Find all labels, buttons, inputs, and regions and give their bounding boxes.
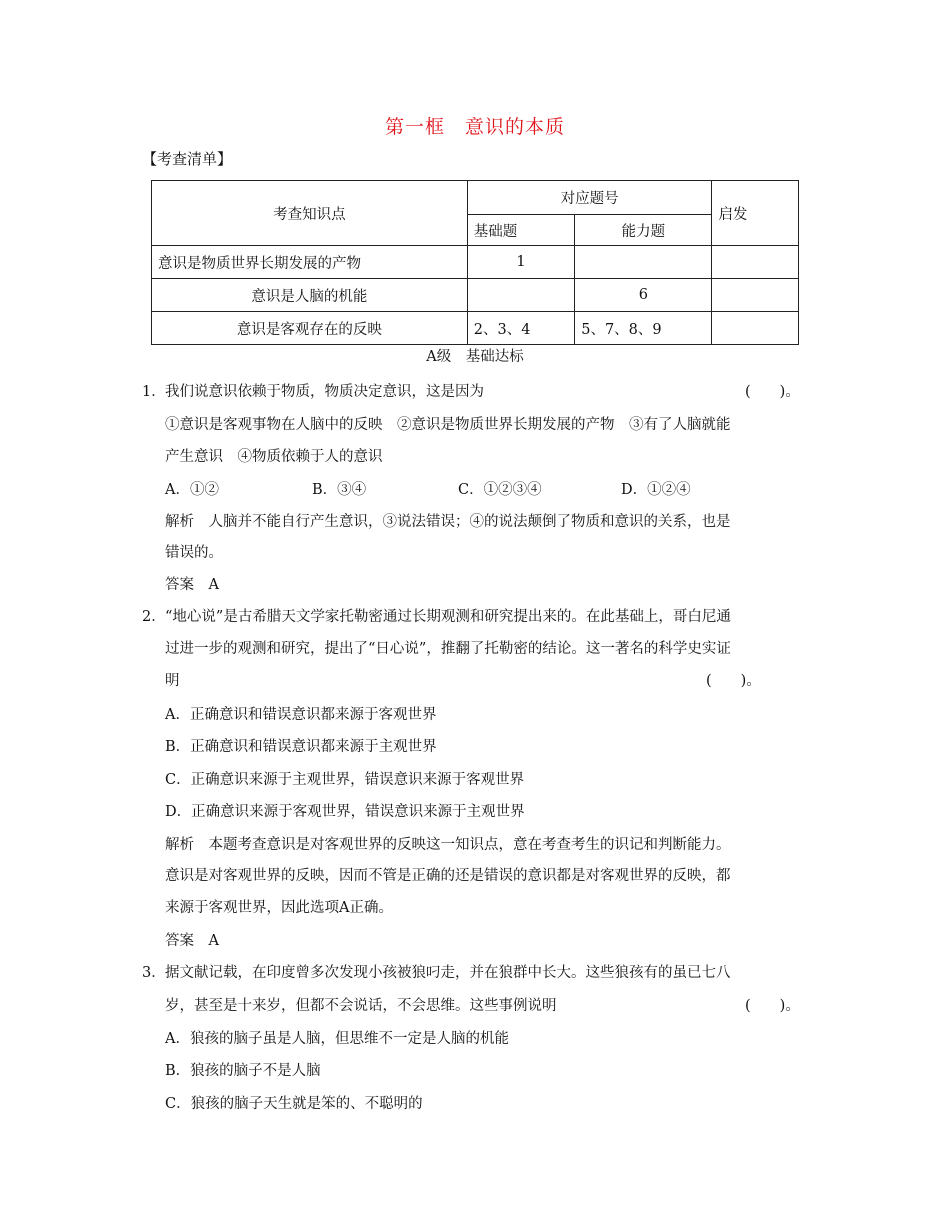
answer-blank: ( )。	[706, 673, 761, 689]
subheader-basic: 基础题	[467, 215, 574, 246]
table-row	[152, 246, 799, 279]
option-b: B．正确意识和错误意识都来源于主观世界	[165, 739, 437, 755]
section-label: 【考查清单】	[142, 150, 233, 168]
row-basic: 1	[467, 246, 574, 279]
row-basic	[467, 279, 574, 312]
option-b: B．③④	[312, 482, 367, 498]
option-d: D．①②④	[621, 482, 691, 498]
question-3-number: 3．	[142, 965, 166, 981]
option-b: B．狼孩的脑子不是人脑	[165, 1063, 321, 1079]
question-2-stem-cont: 过进一步的观测和研究，提出了“日心说”，推翻了托勒密的结论。这一著名的科学史实证	[165, 641, 731, 657]
question-3-stem-cont: 岁，甚至是十来岁，但都不会说话，不会思维。这些事例说明	[165, 998, 557, 1014]
row-ability	[575, 246, 712, 279]
header-inspiration: 启发	[712, 181, 799, 246]
row-ability: 6	[575, 279, 712, 312]
row-inspire	[712, 312, 799, 345]
question-2-answer: 答案 A	[165, 933, 219, 949]
answer-blank: ( )。	[745, 384, 800, 400]
row-point: 意识是人脑的机能	[152, 279, 468, 312]
subheader-ability: 能力题	[575, 215, 712, 246]
option-c: C．①②③④	[458, 482, 542, 498]
option-c: C．正确意识来源于主观世界，错误意识来源于客观世界	[165, 772, 525, 788]
question-1-analysis: 解析 人脑并不能自行产生意识，③说法错误；④的说法颠倒了物质和意识的关系，也是	[165, 514, 731, 530]
level-title: A级 基础达标	[426, 349, 524, 365]
row-point: 意识是客观存在的反映	[152, 312, 468, 345]
question-2-analysis-end: 来源于客观世界，因此选项A正确。	[165, 900, 393, 916]
answer-blank: ( )。	[745, 998, 800, 1014]
row-point: 意识是物质世界长期发展的产物	[152, 246, 468, 279]
question-2-analysis: 解析 本题考查意识是对客观世界的反映这一知识点，意在考查考生的识记和判断能力。	[165, 837, 731, 853]
page-title: 第一框 意识的本质	[384, 116, 565, 138]
question-1-statements: ①意识是客观事物在人脑中的反映 ②意识是物质世界长期发展的产物 ③有了人脑就能	[165, 417, 731, 433]
checklist-table	[151, 180, 799, 345]
row-inspire	[712, 246, 799, 279]
option-a: A．正确意识和错误意识都来源于客观世界	[165, 707, 437, 723]
option-a: A．狼孩的脑子虽是人脑，但思维不一定是人脑的机能	[165, 1031, 509, 1047]
question-1-stem: 我们说意识依赖于物质，物质决定意识，这是因为	[165, 384, 484, 400]
table-row	[152, 279, 799, 312]
row-ability: 5、7、8、9	[575, 312, 712, 345]
question-1-analysis-cont: 错误的。	[165, 545, 223, 561]
table-header-row	[152, 181, 799, 215]
header-question-no: 对应题号	[467, 181, 712, 215]
question-1-statements-cont: 产生意识 ④物质依赖于人的意识	[165, 449, 383, 465]
question-1-number: 1．	[142, 384, 166, 400]
row-inspire	[712, 279, 799, 312]
question-2-number: 2．	[142, 609, 166, 625]
option-d: D．正确意识来源于客观世界，错误意识来源于主观世界	[165, 804, 525, 820]
option-c: C．狼孩的脑子天生就是笨的、不聪明的	[165, 1096, 423, 1112]
row-basic: 2、3、4	[467, 312, 574, 345]
question-2-stem: “地心说”是古希腊天文学家托勒密通过长期观测和研究提出来的。在此基础上，哥白尼通	[165, 609, 731, 625]
question-2-analysis-cont: 意识是对客观世界的反映，因而不管是正确的还是错误的意识都是对客观世界的反映，都	[165, 868, 731, 884]
option-a: A．①②	[165, 482, 219, 498]
table-row	[152, 312, 799, 345]
header-knowledge: 考查知识点	[152, 181, 468, 246]
question-2-stem-end: 明	[165, 673, 180, 689]
question-1-answer: 答案 A	[165, 577, 219, 593]
question-3-stem: 据文献记载，在印度曾多次发现小孩被狼叼走，并在狼群中长大。这些狼孩有的虽已七八	[165, 965, 731, 981]
